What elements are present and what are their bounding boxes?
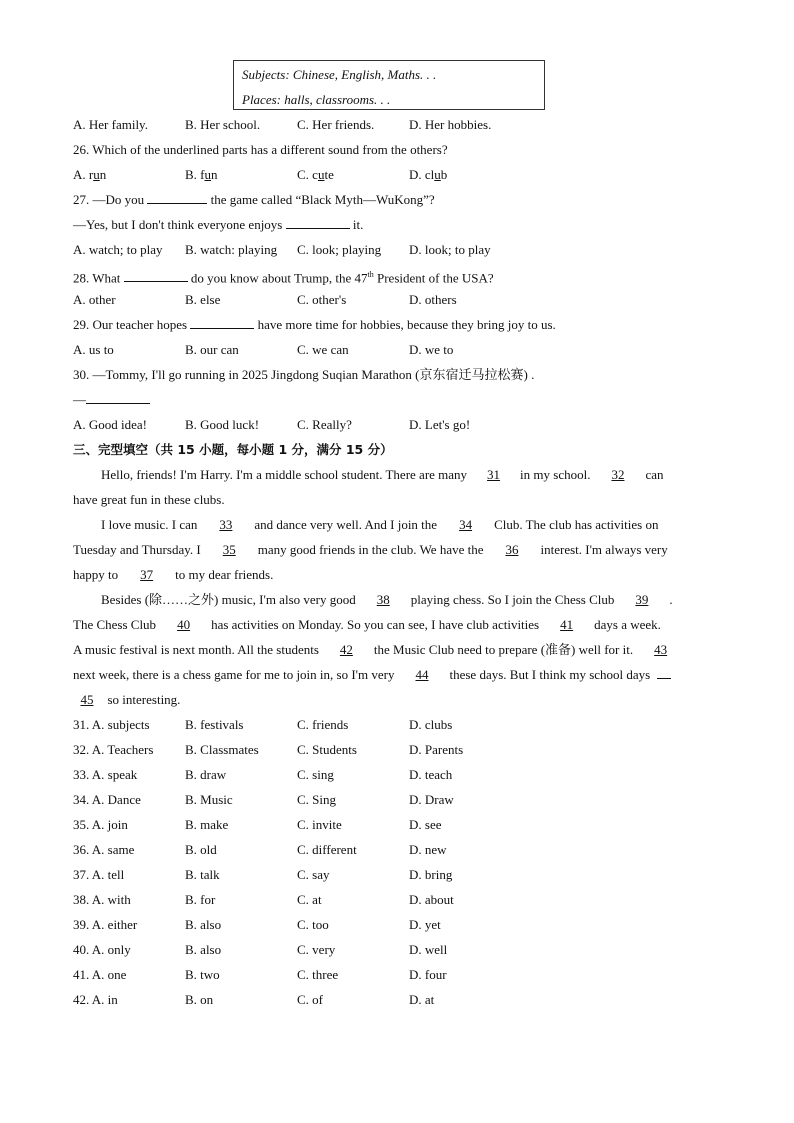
passage-line-10: 45 so interesting.: [73, 692, 723, 708]
q25-option-b: B. Her school.: [185, 117, 261, 132]
q25-option-c: C. Her friends.: [297, 117, 375, 132]
q41-option-b: B. two: [185, 967, 220, 982]
q29-option-d: D. we to: [409, 342, 454, 357]
q33-option-c: C. sing: [297, 767, 334, 782]
blank-42: 42: [339, 642, 353, 657]
q38-option-a: 38. A. with: [73, 892, 131, 907]
q28-stem: 28. What do you know about Trump, the 47th President of the USA?: [73, 270, 494, 286]
q32-option-a: 32. A. Teachers: [73, 742, 154, 757]
q42-option-a: 42. A. in: [73, 992, 118, 1007]
q34-option-a: 34. A. Dance: [73, 792, 141, 807]
q39-option-a: 39. A. either: [73, 917, 138, 932]
q34-option-c: C. Sing: [297, 792, 337, 807]
q26-option-a: A. run: [73, 167, 107, 182]
q29-stem: 29. Our teacher hopes have more time for hobbies, because they bring joy to us.: [73, 317, 556, 332]
q28-option-a: A. other: [73, 292, 116, 307]
box-line-places: Places: halls, classrooms. . .: [242, 92, 391, 107]
q25-option-d: D. Her hobbies.: [409, 117, 492, 132]
q27-reply: —Yes, but I don't think everyone enjoys it.: [73, 217, 364, 232]
q25-option-a: A. Her family.: [73, 117, 148, 132]
q27-stem: 27. —Do you the game called “Black Myth—WuKong”?: [73, 192, 435, 207]
passage-line-1: Hello, friends! I'm Harry. I'm a middle school student. There are many 31 in my school. 32 can: [101, 467, 664, 482]
q42-option-c: C. of: [297, 992, 323, 1007]
q39-option-c: C. too: [297, 917, 329, 932]
q42-option-b: B. on: [185, 992, 214, 1007]
q36-option-a: 36. A. same: [73, 842, 135, 857]
q37-option-d: D. bring: [409, 867, 453, 882]
q31-option-d: D. clubs: [409, 717, 453, 732]
q26-option-c: C. cute: [297, 167, 334, 182]
q37-option-c: C. say: [297, 867, 330, 882]
q29-option-b: B. our can: [185, 342, 239, 357]
q41-option-a: 41. A. one: [73, 967, 127, 982]
q40-option-b: B. also: [185, 942, 222, 957]
q30-reply: —: [73, 392, 150, 408]
passage-line-2: have great fun in these clubs.: [73, 492, 225, 507]
passage-line-8: A music festival is next month. All the students 42 the Music Club need to prepare (准备) well for it. 43: [73, 642, 723, 658]
blank-38: 38: [376, 592, 390, 607]
blank-40: 40: [177, 617, 191, 632]
q41-option-d: D. four: [409, 967, 447, 982]
blank-44: 44: [415, 667, 429, 682]
q27-option-b: B. watch: playing: [185, 242, 278, 257]
section-3-heading: 三、完型填空（共 15 小题，每小题 1 分，满分 15 分）: [73, 442, 393, 457]
blank-41: 41: [560, 617, 574, 632]
q35-option-c: C. invite: [297, 817, 342, 832]
q30-stem: 30. —Tommy, I'll go running in 2025 Jingdong Suqian Marathon (京东宿迁马拉松赛) .: [73, 367, 535, 382]
q34-option-b: B. Music: [185, 792, 233, 807]
blank-32: 32: [611, 467, 625, 482]
q29-option-c: C. we can: [297, 342, 349, 357]
q42-option-d: D. at: [409, 992, 435, 1007]
q32-option-d: D. Parents: [409, 742, 464, 757]
q40-option-c: C. very: [297, 942, 336, 957]
q28-option-b: B. else: [185, 292, 221, 307]
q41-option-c: C. three: [297, 967, 339, 982]
blank-33: 33: [219, 517, 233, 532]
q35-option-a: 35. A. join: [73, 817, 128, 832]
blank-35: 35: [222, 542, 236, 557]
q26-stem: 26. Which of the underlined parts has a different sound from the others?: [73, 142, 448, 157]
q31-option-c: C. friends: [297, 717, 349, 732]
q27-option-a: A. watch; to play: [73, 242, 163, 257]
q40-option-d: D. well: [409, 942, 448, 957]
q37-option-a: 37. A. tell: [73, 867, 125, 882]
passage-line-5: happy to 37 to my dear friends.: [73, 567, 274, 582]
passage-line-4: Tuesday and Thursday. I 35 many good friends in the club. We have the 36 interest. I'm always very: [73, 542, 668, 557]
passage-line-6: Besides (除……之外) music, I'm also very good 38 playing chess. So I join the Chess Club 39 .: [101, 592, 673, 607]
q39-option-b: B. also: [185, 917, 222, 932]
q39-option-d: D. yet: [409, 917, 441, 932]
q36-option-c: C. different: [297, 842, 357, 857]
blank-39: 39: [635, 592, 649, 607]
q26-option-b: B. fun: [185, 167, 218, 182]
q29-blank: [190, 328, 254, 329]
q37-option-b: B. talk: [185, 867, 220, 882]
q38-option-c: C. at: [297, 892, 322, 907]
q38-option-d: D. about: [409, 892, 454, 907]
q30-option-a: A. Good idea!: [73, 417, 148, 432]
q36-option-d: D. new: [409, 842, 447, 857]
q30-option-d: D. Let's go!: [409, 417, 471, 432]
q32-option-c: C. Students: [297, 742, 357, 757]
q38-option-b: B. for: [185, 892, 216, 907]
q31-option-a: 31. A. subjects: [73, 717, 150, 732]
blank-36: 36: [505, 542, 519, 557]
q33-option-a: 33. A. speak: [73, 767, 138, 782]
q30-option-b: B. Good luck!: [185, 417, 260, 432]
blank-45: 45: [80, 692, 94, 707]
blank-43: 43: [654, 642, 668, 657]
q27-option-d: D. look; to play: [409, 242, 491, 257]
q28-blank: [124, 281, 188, 282]
q34-option-d: D. Draw: [409, 792, 454, 807]
passage-line-3: I love music. I can 33 and dance very well. And I join the 34 Club. The club has activities on: [101, 517, 659, 532]
q27-blank-1: [147, 203, 207, 204]
q35-option-b: B. make: [185, 817, 229, 832]
q29-option-a: A. us to: [73, 342, 114, 357]
blank-31: 31: [487, 467, 501, 482]
blank-34: 34: [459, 517, 473, 532]
passage-line-9: next week, there is a chess game for me to join in, so I'm very 44 these days. But I think my school days: [73, 667, 723, 683]
info-box: [233, 60, 545, 110]
q33-option-b: B. draw: [185, 767, 227, 782]
q30-option-c: C. Really?: [297, 417, 352, 432]
q28-option-c: C. other's: [297, 292, 347, 307]
q40-option-a: 40. A. only: [73, 942, 131, 957]
q36-option-b: B. old: [185, 842, 217, 857]
q27-blank-2: [286, 228, 350, 229]
q35-option-d: D. see: [409, 817, 442, 832]
q26-option-d: D. club: [409, 167, 448, 182]
q27-option-c: C. look; playing: [297, 242, 382, 257]
q28-option-d: D. others: [409, 292, 457, 307]
q33-option-d: D. teach: [409, 767, 453, 782]
q30-blank: [86, 403, 150, 404]
q32-option-b: B. Classmates: [185, 742, 259, 757]
blank-37: 37: [140, 567, 154, 582]
q31-option-b: B. festivals: [185, 717, 244, 732]
box-line-subjects: Subjects: Chinese, English, Maths. . .: [242, 67, 437, 82]
passage-line-7: The Chess Club 40 has activities on Monday. So you can see, I have club activities 41 days a week.: [73, 617, 661, 632]
